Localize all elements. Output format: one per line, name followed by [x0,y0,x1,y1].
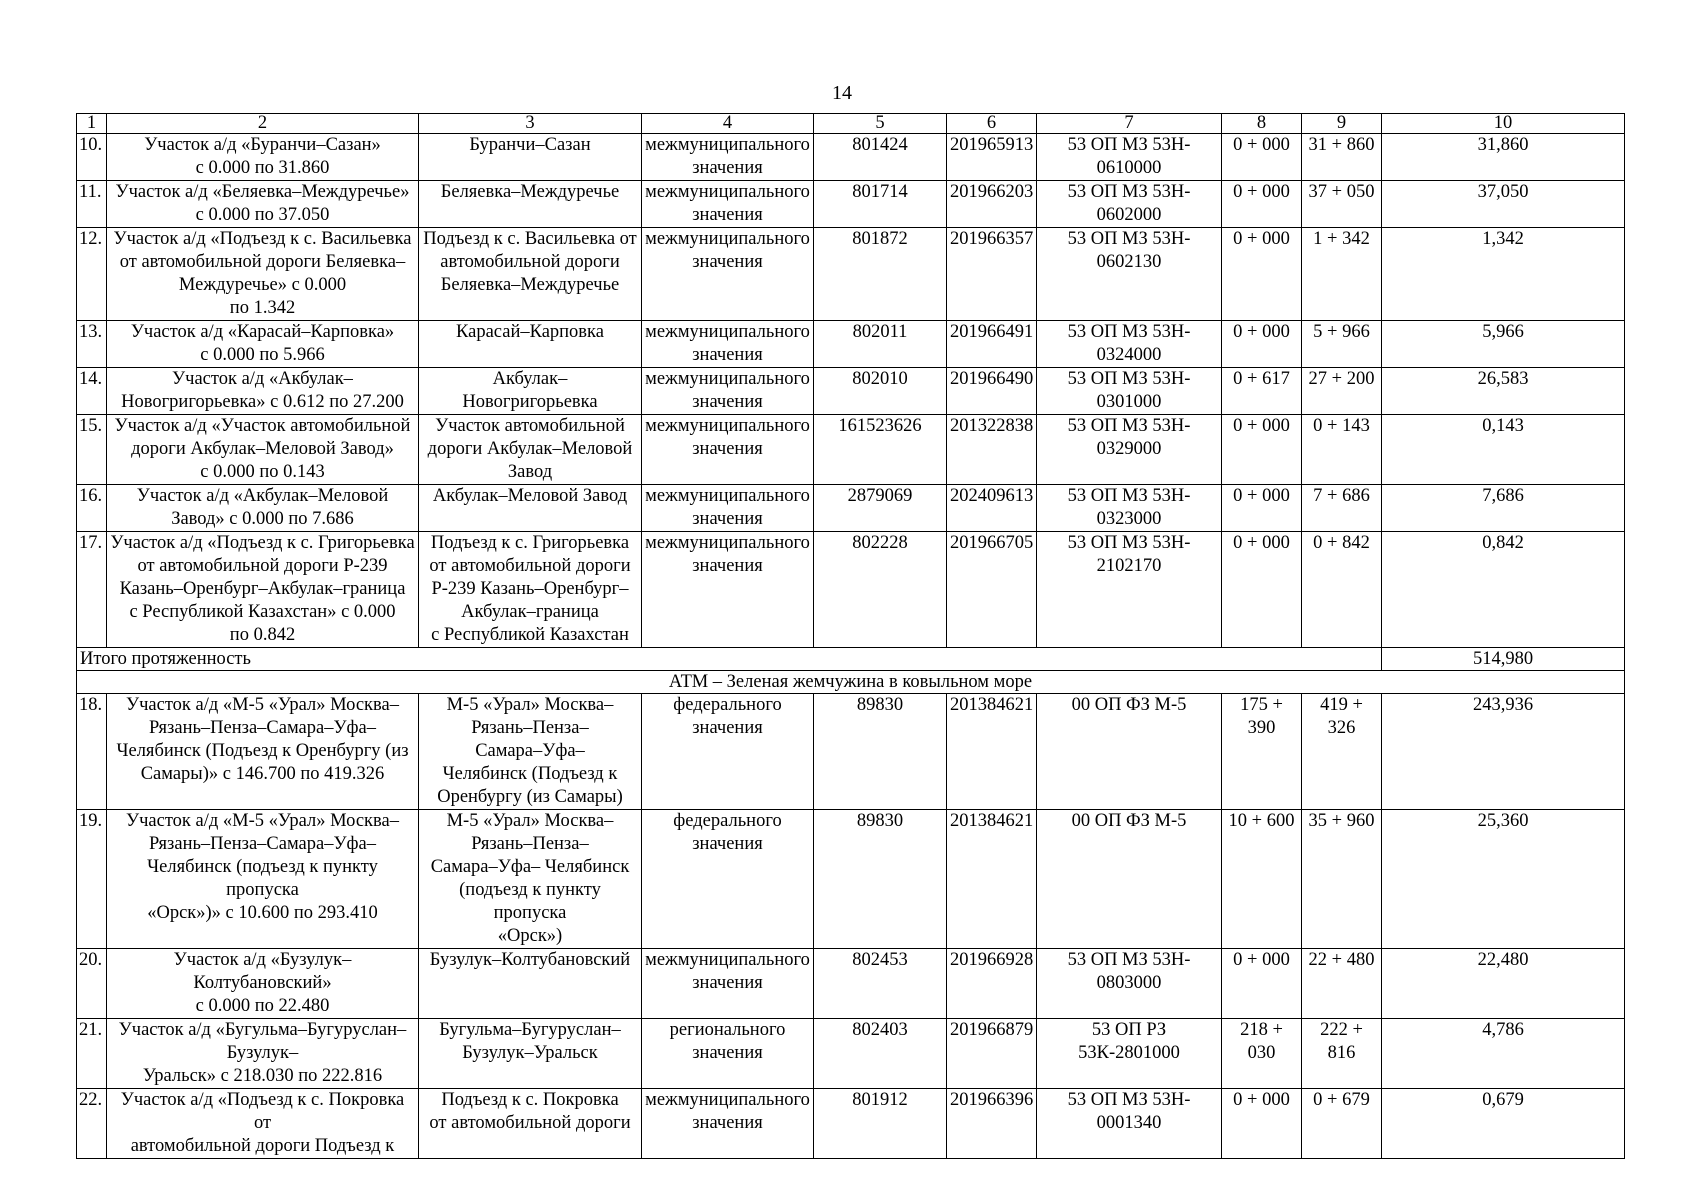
length-km: 22,480 [1382,949,1625,1019]
road-section-description: Участок а/д «Бузулук– Колтубановский» с 0.000 по 22.480 [107,949,419,1019]
road-id: 201322838 [947,415,1037,485]
registry-number: 53 ОП МЗ 53Н- 0323000 [1037,485,1222,532]
road-code: 802228 [814,532,947,648]
row-number: 13. [77,321,107,368]
road-code: 89830 [814,694,947,810]
road-name: Акбулак– Новогригорьевка [419,368,642,415]
road-significance: межмуниципального значения [642,181,814,228]
length-km: 4,786 [1382,1019,1625,1089]
table-row [77,810,1625,949]
road-significance: межмуниципального значения [642,1089,814,1159]
road-name: Беляевка–Междуречье [419,181,642,228]
table-row [77,368,1625,415]
registry-number: 53 ОП МЗ 53Н- 2102170 [1037,532,1222,648]
section-title: АТМ – Зеленая жемчужина в ковыльном море [77,671,1625,694]
end-km: 27 + 200 [1302,368,1382,415]
road-significance: межмуниципального значения [642,368,814,415]
end-km: 0 + 143 [1302,415,1382,485]
row-number: 11. [77,181,107,228]
road-significance: межмуниципального значения [642,485,814,532]
road-section-description: Участок а/д «М-5 «Урал» Москва– Рязань–Пенза–Самара–Уфа– Челябинск (подъезд к пункту пропуска «Орск»)» с 10.600 по 293.410 [107,810,419,949]
road-section-description: Участок а/д «Буранчи–Сазан» с 0.000 по 31.860 [107,134,419,181]
table-row [77,1019,1625,1089]
road-section-description: Участок а/д «Акбулак–Меловой Завод» с 0.000 по 7.686 [107,485,419,532]
column-number-6: 6 [947,114,1037,134]
total-label: Итого протяженность [77,648,1382,671]
end-km: 31 + 860 [1302,134,1382,181]
start-km: 0 + 000 [1222,485,1302,532]
start-km: 10 + 600 [1222,810,1302,949]
end-km: 222 + 816 [1302,1019,1382,1089]
row-number: 17. [77,532,107,648]
length-km: 37,050 [1382,181,1625,228]
road-significance: межмуниципального значения [642,532,814,648]
row-number: 10. [77,134,107,181]
end-km: 22 + 480 [1302,949,1382,1019]
length-km: 7,686 [1382,485,1625,532]
road-id: 201965913 [947,134,1037,181]
registry-number: 53 ОП МЗ 53Н- 0602130 [1037,228,1222,321]
registry-number: 53 ОП МЗ 53Н- 0324000 [1037,321,1222,368]
road-section-description: Участок а/д «Подъезд к с. Покровка от автомобильной дороги Подъезд к [107,1089,419,1159]
length-km: 5,966 [1382,321,1625,368]
row-number: 12. [77,228,107,321]
road-section-description: Участок а/д «Подъезд к с. Григорьевка от автомобильной дороги Р-239 Казань–Оренбург–Акбулак–граница с Республикой Казахстан» с 0.000 по 0.842 [107,532,419,648]
road-name: Акбулак–Меловой Завод [419,485,642,532]
road-name: Подъезд к с. Покровка от автомобильной дороги [419,1089,642,1159]
row-number: 18. [77,694,107,810]
length-km: 0,143 [1382,415,1625,485]
start-km: 0 + 000 [1222,321,1302,368]
start-km: 0 + 000 [1222,949,1302,1019]
road-name: М-5 «Урал» Москва– Рязань–Пенза– Самара–Уфа– Челябинск (подъезд к пункту пропуска «Орск») [419,810,642,949]
table-row [77,321,1625,368]
start-km: 218 + 030 [1222,1019,1302,1089]
road-significance: межмуниципального значения [642,228,814,321]
table-row [77,1089,1625,1159]
road-section-description: Участок а/д «Бугульма–Бугуруслан– Бузулук– Уральск» с 218.030 по 222.816 [107,1019,419,1089]
registry-number: 53 ОП МЗ 53Н- 0610000 [1037,134,1222,181]
road-code: 801872 [814,228,947,321]
road-significance: федерального значения [642,810,814,949]
column-number-5: 5 [814,114,947,134]
row-number: 15. [77,415,107,485]
start-km: 175 + 390 [1222,694,1302,810]
end-km: 1 + 342 [1302,228,1382,321]
length-km: 243,936 [1382,694,1625,810]
road-significance: межмуниципального значения [642,949,814,1019]
road-section-description: Участок а/д «Подъезд к с. Васильевка от автомобильной дороги Беляевка– Междуречье» с 0.000 по 1.342 [107,228,419,321]
roads-table [76,113,1625,1159]
road-name: Карасай–Карповка [419,321,642,368]
road-section-description: Участок а/д «Акбулак– Новогригорьевка» с 0.612 по 27.200 [107,368,419,415]
road-id: 201966490 [947,368,1037,415]
road-significance: регионального значения [642,1019,814,1089]
end-km: 419 + 326 [1302,694,1382,810]
registry-number: 53 ОП МЗ 53Н- 0329000 [1037,415,1222,485]
column-number-9: 9 [1302,114,1382,134]
start-km: 0 + 000 [1222,134,1302,181]
road-name: Бугульма–Бугуруслан– Бузулук–Уральск [419,1019,642,1089]
road-significance: межмуниципального значения [642,415,814,485]
row-number: 16. [77,485,107,532]
road-name: М-5 «Урал» Москва– Рязань–Пенза– Самара–Уфа– Челябинск (Подъезд к Оренбургу (из Самары) [419,694,642,810]
start-km: 0 + 617 [1222,368,1302,415]
column-number-2: 2 [107,114,419,134]
registry-number: 53 ОП МЗ 53Н- 0301000 [1037,368,1222,415]
row-number: 21. [77,1019,107,1089]
length-km: 0,842 [1382,532,1625,648]
registry-number: 53 ОП МЗ 53Н- 0803000 [1037,949,1222,1019]
row-number: 20. [77,949,107,1019]
total-value: 514,980 [1382,648,1625,671]
road-section-description: Участок а/д «Карасай–Карповка» с 0.000 по 5.966 [107,321,419,368]
road-name: Подъезд к с. Григорьевка от автомобильной дороги Р-239 Казань–Оренбург– Акбулак–граница с Республикой Казахстан [419,532,642,648]
row-number: 19. [77,810,107,949]
end-km: 0 + 679 [1302,1089,1382,1159]
total-row [77,648,1625,671]
table-row [77,532,1625,648]
road-code: 801424 [814,134,947,181]
length-km: 1,342 [1382,228,1625,321]
start-km: 0 + 000 [1222,1089,1302,1159]
length-km: 26,583 [1382,368,1625,415]
road-section-description: Участок а/д «Беляевка–Междуречье» с 0.000 по 37.050 [107,181,419,228]
column-number-10: 10 [1382,114,1625,134]
length-km: 0,679 [1382,1089,1625,1159]
start-km: 0 + 000 [1222,228,1302,321]
start-km: 0 + 000 [1222,532,1302,648]
road-id: 201966203 [947,181,1037,228]
road-code: 802403 [814,1019,947,1089]
row-number: 14. [77,368,107,415]
road-id: 201966396 [947,1089,1037,1159]
registry-number: 00 ОП ФЗ М-5 [1037,694,1222,810]
column-number-7: 7 [1037,114,1222,134]
road-significance: федерального значения [642,694,814,810]
road-section-description: Участок а/д «Участок автомобильной дороги Акбулак–Меловой Завод» с 0.000 по 0.143 [107,415,419,485]
start-km: 0 + 000 [1222,415,1302,485]
table-row [77,694,1625,810]
column-number-row [77,114,1625,134]
table-row [77,228,1625,321]
length-km: 25,360 [1382,810,1625,949]
end-km: 7 + 686 [1302,485,1382,532]
page-number: 14 [832,82,852,104]
road-name: Участок автомобильной дороги Акбулак–Меловой Завод [419,415,642,485]
road-section-description: Участок а/д «М-5 «Урал» Москва– Рязань–Пенза–Самара–Уфа– Челябинск (Подъезд к Оренбургу (из Самары)» с 146.700 по 419.326 [107,694,419,810]
end-km: 0 + 842 [1302,532,1382,648]
road-id: 201384621 [947,810,1037,949]
table-row [77,181,1625,228]
road-code: 802453 [814,949,947,1019]
road-code: 2879069 [814,485,947,532]
registry-number: 53 ОП МЗ 53Н- 0001340 [1037,1089,1222,1159]
registry-number: 53 ОП РЗ 53К-2801000 [1037,1019,1222,1089]
section-header-row [77,671,1625,694]
column-number-3: 3 [419,114,642,134]
road-id: 202409613 [947,485,1037,532]
registry-number: 53 ОП МЗ 53Н- 0602000 [1037,181,1222,228]
road-id: 201966928 [947,949,1037,1019]
length-km: 31,860 [1382,134,1625,181]
table-row [77,415,1625,485]
road-id: 201966357 [947,228,1037,321]
road-code: 801714 [814,181,947,228]
table-row [77,134,1625,181]
row-number: 22. [77,1089,107,1159]
end-km: 35 + 960 [1302,810,1382,949]
road-code: 89830 [814,810,947,949]
road-id: 201966705 [947,532,1037,648]
end-km: 37 + 050 [1302,181,1382,228]
road-name: Подъезд к с. Васильевка от автомобильной дороги Беляевка–Междуречье [419,228,642,321]
road-id: 201966879 [947,1019,1037,1089]
road-code: 802011 [814,321,947,368]
end-km: 5 + 966 [1302,321,1382,368]
column-number-1: 1 [77,114,107,134]
road-code: 161523626 [814,415,947,485]
road-significance: межмуниципального значения [642,321,814,368]
registry-number: 00 ОП ФЗ М-5 [1037,810,1222,949]
column-number-8: 8 [1222,114,1302,134]
road-significance: межмуниципального значения [642,134,814,181]
table-row [77,949,1625,1019]
table-row [77,485,1625,532]
road-id: 201966491 [947,321,1037,368]
road-name: Бузулук–Колтубановский [419,949,642,1019]
road-code: 801912 [814,1089,947,1159]
road-id: 201384621 [947,694,1037,810]
road-name: Буранчи–Сазан [419,134,642,181]
road-code: 802010 [814,368,947,415]
start-km: 0 + 000 [1222,181,1302,228]
column-number-4: 4 [642,114,814,134]
